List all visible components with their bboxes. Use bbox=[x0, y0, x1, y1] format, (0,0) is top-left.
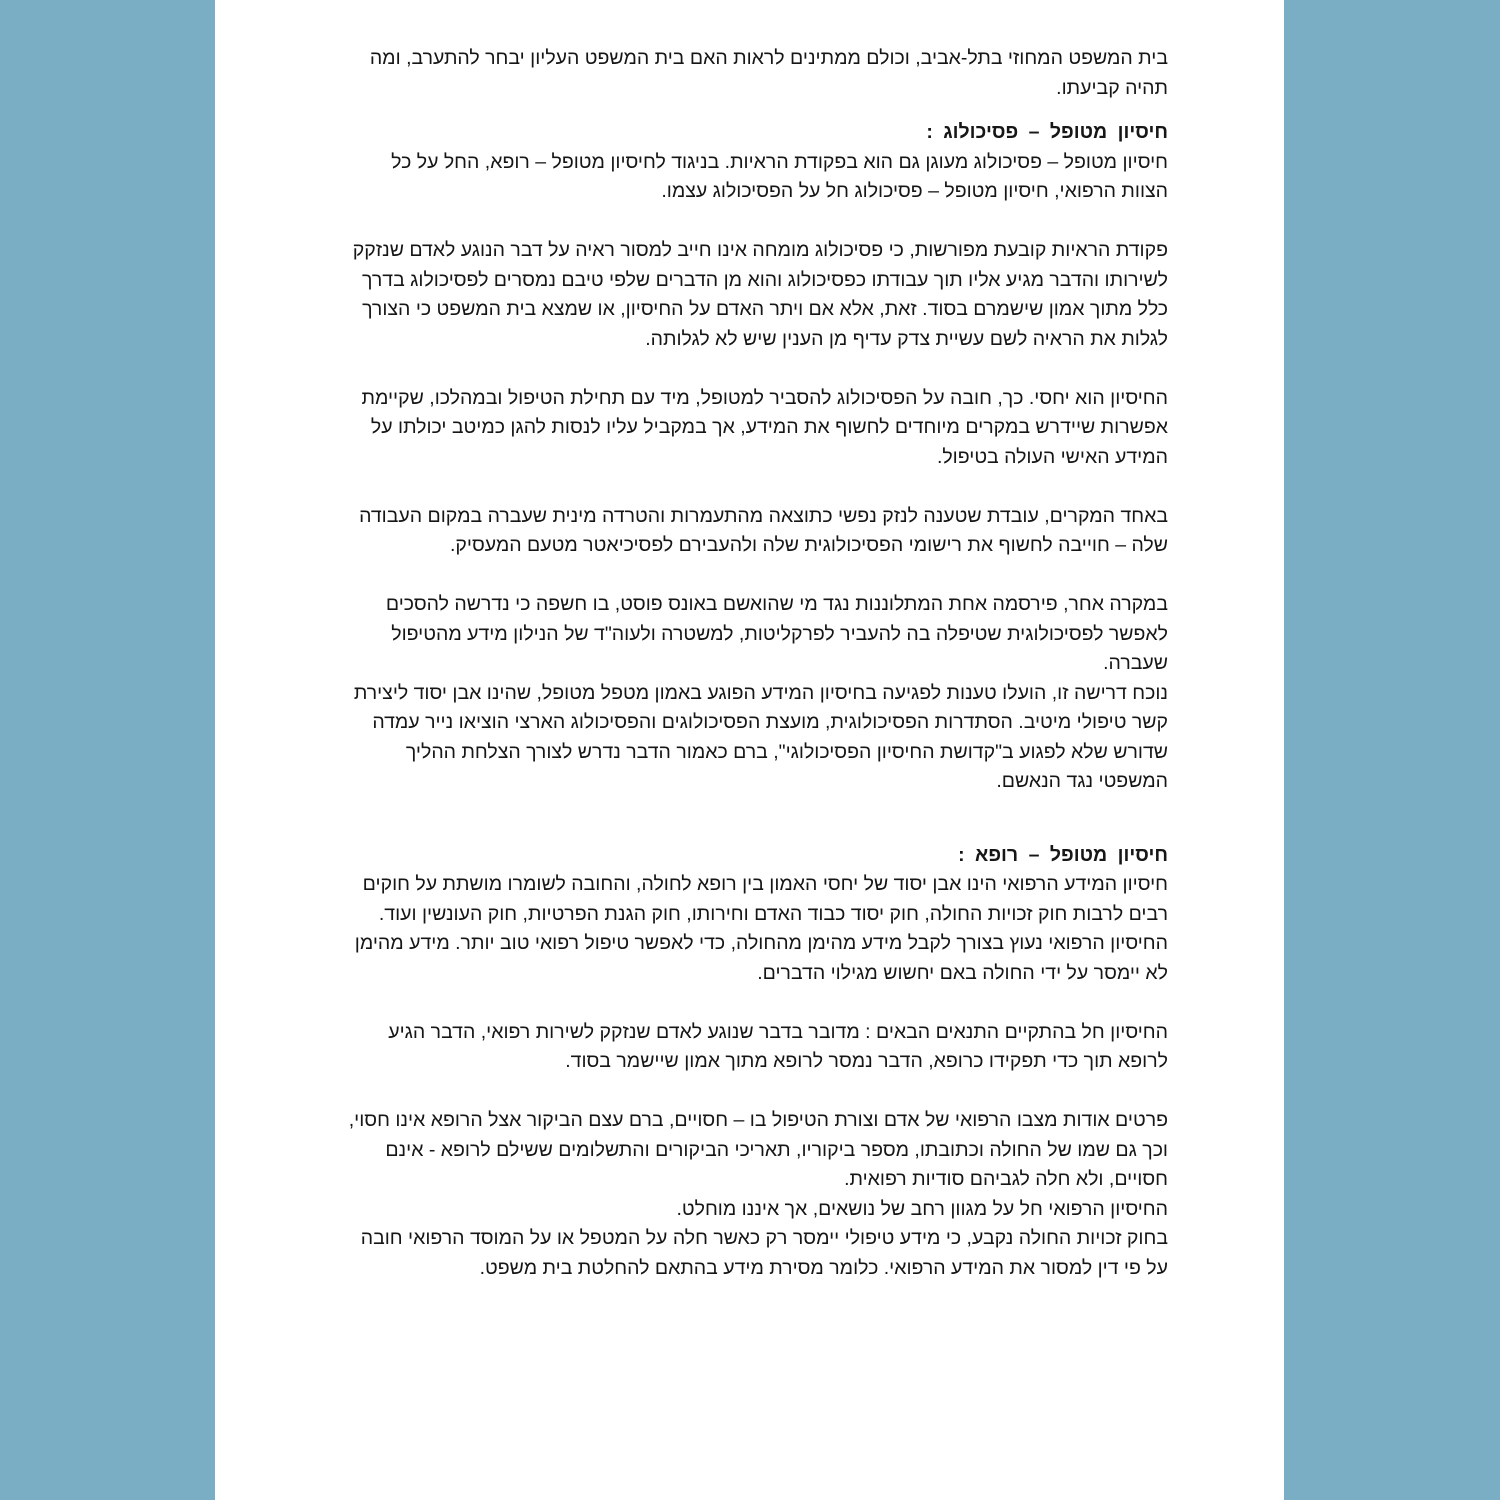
paragraph-privilege-conditions: החיסיון חל בהתקיים התנאים הבאים : מדובר בדבר שנוגע לאדם שנזקק לשירות רפואי, הדבר הגיע לרופא תוך כדי תפקידו כרופא, הדבר נמסר לרופא מתוך אמון שיישמר בסוד. bbox=[388, 1020, 1168, 1072]
paragraph-privileged-details: פרטים אודות מצבו הרפואי של אדם וצורת הטיפול בו – חסויים, ברם עצם הביקור אצל הרופא אינו חסוי, וכך גם שמו של החולה וכתובתו, מספר ביקוריו, תאריכי הביקורים והתשלומים ששילם לרופא - אינם חסויים, ולא חלה לגביהם סודיות רפואית. bbox=[348, 1109, 1168, 1190]
heading-patient-doctor-privilege: חיסיון מטופל – רופא : bbox=[958, 843, 1168, 866]
heading-patient-psychologist-privilege: חיסיון מטופל – פסיכולוג : bbox=[926, 121, 1168, 143]
paragraph-position-paper: נוכח דרישה זו, הועלו טענות לפגיעה בחיסיון המידע הפוגע באמון מטפל מטופל, שהינו אבן יסוד ליצירת קשר טיפולי מיטיב. הסתדרות הפסיכולוגית, מועצת הפסיכולוגים והפסיכולוג הארצי הוציאו נייר עמדה שדורש שלא לפגוע ב"קדושת החיסיון הפסיכולוגי", ברם כאמור הדבר נדרש לצורך הצלחת ההליך המשפטי נגד הנאשם. bbox=[353, 681, 1168, 792]
paragraph-not-absolute: החיסיון הרפואי חל על מגוון רחב של נושאים, אך איננו מוחלט. bbox=[676, 1197, 1168, 1220]
paragraph-medical-privilege-basis: חיסיון המידע הרפואי הינו אבן יסוד של יחסי האמון בין רופא לחולה, והחובה לשומרו מושתת על חוקים רבים לרבות חוק זכויות החולה, חוק יסוד כבוד האדם וחירותו, חוק הגנת הפרטיות, חוק העונשין ועוד. bbox=[362, 873, 1168, 925]
paragraph-medical-privilege-purpose: החיסיון הרפואי נעוץ בצורך לקבל מידע מהימן מהחולה, כדי לאפשר טיפול רפואי טוב יותר. מידע מהימן לא יימסר על ידי החולה באם יחשוש מגילוי הדברים. bbox=[354, 932, 1168, 984]
paragraph-court-ruling: בית המשפט המחוזי בתל-אביב, וכולם ממתינים לראות האם בית המשפט העליון יבחר להתערב, ומה תהיה קביעתו. bbox=[369, 47, 1168, 99]
paragraph-relative-privilege: החיסיון הוא יחסי. כך, חובה על הפסיכולוג להסביר למטופל, מיד עם תחילת הטיפול ובמהלכו, שקיימת אפשרות שיידרש במקרים מיוחדים לחשוף את המידע, אך במקביל עליו לנסות להגן כמיטב יכולתו על המידע האישי העולה בטיפול. bbox=[361, 386, 1168, 468]
document-body bbox=[345, 44, 1168, 1283]
paragraph-employee-case: באחד המקרים, עובדת שטענה לנזק נפשי כתוצאה מהתעמרות והטרדה מינית שעברה במקום העבודה שלה – חוייבה לחשוף את רישומי הפסיכולוגית שלה ולהעבירם לפסיכיאטר מטעם המעסיק. bbox=[359, 504, 1168, 556]
paragraph-complainant-case: במקרה אחר, פירסמה אחת המתלוננות נגד מי שהואשם באונס פוסט, בו חשפה כי נדרשה להסכים לאפשר לפסיכולוגית שטיפלה בה להעביר לפרקליטות, למשטרה ולעוה"ד של הנילון מידע מהטיפול שעברה. bbox=[385, 593, 1168, 674]
document-page bbox=[215, 0, 1284, 1500]
paragraph-patient-rights-law: בחוק זכויות החולה נקבע, כי מידע טיפולי יימסר רק כאשר חלה על המטפל או על המוסד הרפואי חובה על פי דין למסור את המידע הרפואי. כלומר מסירת מידע בהתאם להחלטת בית משפט. bbox=[360, 1227, 1168, 1279]
paragraph-psychologist-privilege-intro: חיסיון מטופל – פסיכולוג מעוגן גם הוא בפקודת הראיות. בניגוד לחיסיון מטופל – רופא, החל על כל הצוות הרפואי, חיסיון מטופל – פסיכולוג חל על הפסיכולוג עצמו. bbox=[391, 150, 1168, 202]
paragraph-evidence-ordinance: פקודת הראיות קובעת מפורשות, כי פסיכולוג מומחה אינו חייב למסור ראיה על דבר הנוגע לאדם שנזקק לשירותו והדבר מגיע אליו תוך עבודתו כפסיכולוג והוא מן הדברים שלפי טיבם נמסרים לפסיכולוג בדרך כלל מתוך אמון שישמרם בסוד. זאת, אלא אם ויתר האדם על החיסיון, או שמצא בית המשפט כי הצורך לגלות את הראיה לשם עשיית צדק עדיף מן הענין שיש לא לגלותה. bbox=[352, 239, 1168, 350]
